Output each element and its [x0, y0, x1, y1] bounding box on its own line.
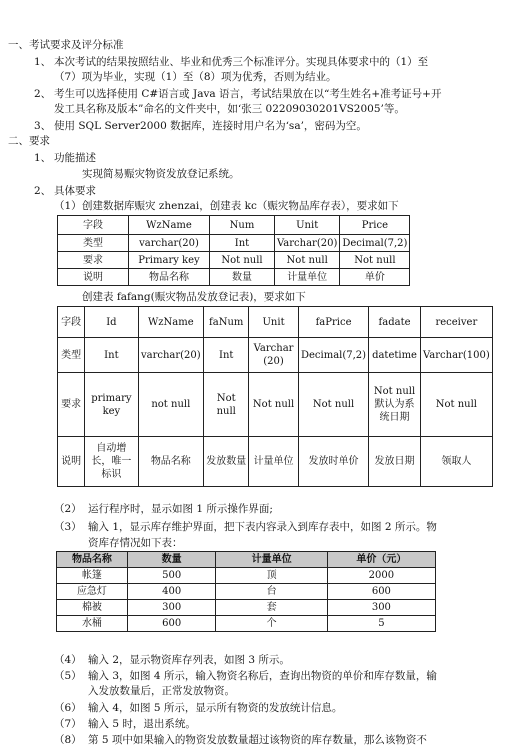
table-cell: Not null — [204, 373, 249, 437]
step4-line1: 输入 2，显示物资库存列表，如图 3 所示。 — [88, 654, 290, 666]
table-cell: 说明 — [58, 269, 129, 286]
table-row — [58, 252, 410, 269]
req-title: 具体要求 — [54, 185, 96, 197]
table-row — [58, 235, 410, 252]
item1-line1: 本次考试的结果按照结业、毕业和优秀三个标准评分。实现具体要求中的（1）至 — [54, 56, 429, 68]
table-cell: 发放数量 — [204, 437, 249, 487]
table-cell: Not null — [420, 373, 492, 437]
table-cell: Not null — [340, 252, 410, 269]
table-cell: 个 — [216, 616, 327, 632]
table-cell: Not null — [275, 252, 340, 269]
table-cell: 5 — [327, 616, 435, 632]
req1-number: （1） — [54, 200, 82, 212]
table-cell: 400 — [127, 584, 216, 600]
table-cell: Decimal(7,2) — [340, 235, 410, 252]
table-cell: 300 — [127, 600, 216, 616]
step4-number: （4） — [54, 654, 82, 666]
table-cell: Not null — [298, 373, 369, 437]
table-cell: Unit — [249, 307, 298, 338]
table-cell: 计量单位 — [275, 269, 340, 286]
step3-line1: 输入 1，显示库存维护界面，把下表内容录入到库存表中，如图 2 所示。物 — [88, 521, 437, 533]
table-row — [57, 600, 436, 616]
table-row — [58, 307, 493, 338]
step6-line1: 输入 4，如图 5 所示，显示所有物资的发放统计信息。 — [88, 702, 343, 714]
step6-number: （6） — [54, 702, 82, 714]
table-cell: 帐篷 — [57, 568, 128, 584]
table-cell: WzName — [129, 216, 210, 235]
item2-number: 2、 — [34, 88, 52, 100]
item2-line2: 发工具名称及版本”命名的文件夹中，如‘张三 02209030201VS2005’等。 — [54, 103, 405, 115]
table-cell: Decimal(7,2) — [298, 338, 369, 373]
item3-line1: 使用 SQL Server2000 数据库，连接时用户名为‘sa’，密码为空。 — [54, 120, 367, 132]
table-header-cell: 单价（元） — [327, 552, 435, 568]
table-cell: Varchar(100) — [420, 338, 492, 373]
func-title: 功能描述 — [54, 152, 96, 164]
table-cell: 台 — [216, 584, 327, 600]
table-cell: 说明 — [58, 437, 85, 487]
step3-line2: 资库存情况如下表： — [88, 537, 183, 549]
func-description: 实现简易赈灾物资发放登记系统。 — [82, 168, 240, 180]
table-cell: Varchar(20) — [275, 235, 340, 252]
table-cell: 要求 — [58, 373, 85, 437]
table-cell: 物品名称 — [138, 437, 203, 487]
table-row — [58, 269, 410, 286]
table-row — [58, 216, 410, 235]
table-cell: 发放时单价 — [298, 437, 369, 487]
table-cell: varchar(20) — [138, 338, 203, 373]
step2-line1: 运行程序时，显示如图 1 所示操作界面; — [88, 503, 273, 515]
table-cell: Varchar (20) — [249, 338, 298, 373]
table-row — [58, 437, 493, 487]
item1-line2: （7）项为毕业，实现（1）至（8）项为优秀，否则为结业。 — [54, 71, 337, 83]
table-row — [58, 338, 493, 373]
table-cell: Not null 默认为系统日期 — [369, 373, 420, 437]
table-cell: 计量单位 — [249, 437, 298, 487]
fafang-table — [57, 306, 493, 487]
table-cell: faPrice — [298, 307, 369, 338]
table-cell: receiver — [420, 307, 492, 338]
step5-line1: 输入 3，如图 4 所示，输入物资名称后，查询出物资的单价和库存数量，输 — [88, 670, 437, 682]
table-cell: faNum — [204, 307, 249, 338]
item1-number: 1、 — [34, 56, 52, 68]
req1-text: 创建数据库赈灾 zhenzai，创建表 kc（赈灾物品库存表），要求如下 — [82, 200, 399, 212]
table-cell: 300 — [327, 600, 435, 616]
table-cell: 物品名称 — [129, 269, 210, 286]
table-cell: Int — [85, 338, 138, 373]
table-cell: varchar(20) — [129, 235, 210, 252]
table-cell: 单价 — [340, 269, 410, 286]
table-cell: 数量 — [210, 269, 275, 286]
step5-line2: 入发放数量后，正常发放物资。 — [88, 685, 235, 697]
table-cell: Primary key — [129, 252, 210, 269]
table-cell: Not null — [210, 252, 275, 269]
table-cell: primary key — [85, 373, 138, 437]
table-row — [58, 373, 493, 437]
table-cell: Num — [210, 216, 275, 235]
table-cell: 500 — [127, 568, 216, 584]
section2-heading: 二、要求 — [8, 135, 50, 147]
table-header-row — [57, 552, 436, 568]
item3-number: 3、 — [34, 120, 52, 132]
table-cell: 套 — [216, 600, 327, 616]
table-cell: 棉被 — [57, 600, 128, 616]
step5-number: （5） — [54, 670, 82, 682]
table-header-cell: 物品名称 — [57, 552, 128, 568]
table-row — [57, 616, 436, 632]
table-cell: 字段 — [58, 307, 85, 338]
table-cell: 发放日期 — [369, 437, 420, 487]
table-header-cell: 数量 — [127, 552, 216, 568]
table-cell: 600 — [127, 616, 216, 632]
table-cell: Unit — [275, 216, 340, 235]
table-cell: 字段 — [58, 216, 129, 235]
table-cell: 领取人 — [420, 437, 492, 487]
step8-number: （8） — [54, 734, 82, 746]
step7-number: （7） — [54, 718, 82, 730]
kc-table — [57, 215, 410, 286]
step2-number: （2） — [54, 503, 82, 515]
table-cell: WzName — [138, 307, 203, 338]
func-number: 1、 — [34, 152, 52, 164]
table-cell: fadate — [369, 307, 420, 338]
section1-heading: 一、考试要求及评分标准 — [8, 39, 124, 51]
fafang-intro: 创建表 fafang(赈灾物品发放登记表)，要求如下 — [82, 291, 306, 303]
table-cell: Int — [210, 235, 275, 252]
req-number: 2、 — [34, 185, 52, 197]
step7-line1: 输入 5 时，退出系统。 — [88, 718, 196, 730]
table-cell: 类型 — [58, 235, 129, 252]
table-cell: 2000 — [327, 568, 435, 584]
table-row — [57, 568, 436, 584]
table-cell: 自动增长，唯一标识 — [85, 437, 138, 487]
table-cell: 类型 — [58, 338, 85, 373]
table-cell: Not null — [249, 373, 298, 437]
stock-table — [56, 551, 436, 632]
table-cell: 应急灯 — [57, 584, 128, 600]
table-cell: 600 — [327, 584, 435, 600]
table-cell: not null — [138, 373, 203, 437]
table-cell: Int — [204, 338, 249, 373]
step3-number: （3） — [54, 521, 82, 533]
table-cell: 顶 — [216, 568, 327, 584]
table-cell: Id — [85, 307, 138, 338]
step8-line1: 第 5 项中如果输入的物资发放数量超过该物资的库存数量，那么该物资不 — [88, 734, 427, 746]
table-row — [57, 584, 436, 600]
table-cell: Price — [340, 216, 410, 235]
table-cell: 要求 — [58, 252, 129, 269]
item2-line1: 考生可以选择使用 C#语言或 Java 语言，考试结果放在以“考生姓名+准考证号+开 — [54, 88, 442, 100]
table-cell: 水桶 — [57, 616, 128, 632]
table-header-cell: 计量单位 — [216, 552, 327, 568]
table-cell: datetime — [369, 338, 420, 373]
